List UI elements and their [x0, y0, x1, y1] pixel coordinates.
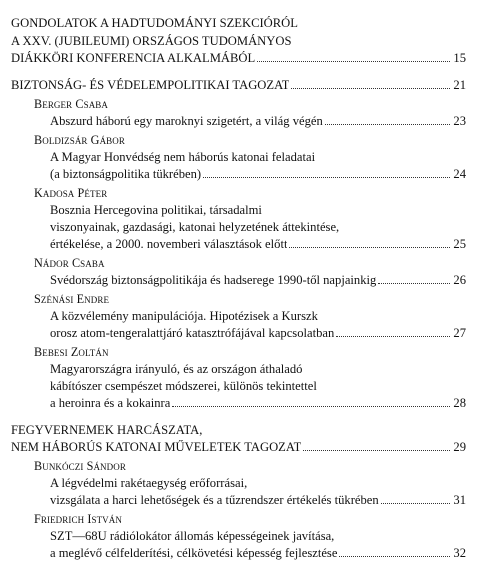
toc-text: Svédország biztonságpolitikája és hadserege 1990-től napjainkig	[50, 273, 377, 287]
toc-text: értékelése, a 2000. novemberi választások előtt	[50, 237, 288, 251]
page-number: 25	[453, 237, 466, 251]
page-number: 27	[453, 326, 466, 340]
toc-text: Szénási Endre	[34, 292, 110, 306]
toc-text: Friedrich István	[34, 512, 122, 526]
toc-text: Bebesi Zoltán	[34, 345, 109, 359]
toc-text: Magyarországra irányuló, és az országon áthaladó	[50, 362, 303, 376]
toc-text: DIÁKKÖRI KONFERENCIA ALKALMÁBÓL	[11, 51, 256, 65]
page-number: 29	[453, 440, 466, 454]
toc-text: Bunkóczi Sándor	[34, 459, 126, 473]
page-number: 28	[453, 396, 466, 410]
toc-entry-title	[50, 309, 466, 323]
dot-leader	[381, 503, 450, 504]
toc-text: Nádor Csaba	[34, 256, 105, 270]
toc-text: GONDOLATOK A HADTUDOMÁNYI SZEKCIÓRÓL	[11, 16, 298, 30]
toc-entry-title	[50, 546, 466, 560]
toc-text: A Magyar Honvédség nem háborús katonai feladatai	[50, 150, 316, 164]
toc-text: A XXV. (JUBILEUMI) ORSZÁGOS TUDOMÁNYOS	[11, 34, 292, 48]
toc-entry-title	[50, 476, 466, 490]
dot-leader	[378, 283, 450, 284]
dot-leader	[289, 247, 450, 248]
toc-author	[34, 345, 466, 359]
toc-text: Kadosa Péter	[34, 186, 108, 200]
toc-text: A közvélemény manipulációja. Hipotézisek a Kurszk	[50, 309, 318, 323]
toc-entry-title	[50, 379, 466, 393]
toc-entry-title	[50, 362, 466, 376]
toc-text: Abszurd háború egy maroknyi szigetért, a világ végén	[50, 114, 323, 128]
toc-entry-title	[50, 203, 466, 217]
toc-text: a heroinra és a kokainra	[50, 396, 171, 410]
toc-entry-title	[50, 493, 466, 507]
toc-author	[34, 512, 466, 526]
toc-entry-title	[50, 220, 466, 234]
dot-leader	[291, 88, 450, 89]
page-number: 21	[453, 78, 466, 92]
toc-text: Bosznia Hercegovina politikai, társadalmi	[50, 203, 262, 217]
toc-text: A légvédelmi rakétaegység erőforrásai,	[50, 476, 248, 490]
toc-text: orosz atom-tengeralattjáró katasztrófájával kapcsolatban	[50, 326, 335, 340]
toc-author	[34, 256, 466, 270]
toc-text: (a biztonságpolitika tükrében)	[50, 167, 202, 181]
toc-text: vizsgálata a harci lehetőségek és a tűzrendszer értékelés tükrében	[50, 493, 379, 507]
toc-entry-title	[50, 273, 466, 287]
toc-text: a meglévő célfelderítési, célkövetési képesség fejlesztése	[50, 546, 338, 560]
page-number: 31	[453, 493, 466, 507]
toc-text: kábítószer csempészet módszerei, különös tekintettel	[50, 379, 317, 393]
toc-entry-title	[50, 529, 466, 543]
toc-entry-title	[50, 326, 466, 340]
dot-leader	[336, 336, 450, 337]
toc-section-heading	[11, 16, 466, 30]
page-number: 15	[453, 51, 466, 65]
toc-section-heading	[11, 34, 466, 48]
toc-text: NEM HÁBORÚS KATONAI MŰVELETEK TAGOZAT	[11, 440, 302, 454]
page-number: 26	[453, 273, 466, 287]
toc-entry-title	[50, 167, 466, 181]
toc-section-heading	[11, 78, 466, 92]
page-number: 32	[453, 546, 466, 560]
dot-leader	[325, 124, 450, 125]
dot-leader	[203, 177, 450, 178]
toc-section-heading	[11, 423, 466, 437]
toc-author	[34, 186, 466, 200]
toc-author	[34, 97, 466, 111]
dot-leader	[303, 450, 450, 451]
dot-leader	[172, 406, 450, 407]
toc-text: Berger Csaba	[34, 97, 109, 111]
toc-author	[34, 133, 466, 147]
toc-text: FEGYVERNEMEK HARCÁSZATA,	[11, 423, 203, 437]
toc-entry-title	[50, 150, 466, 164]
toc-text: Boldizsár Gábor	[34, 133, 125, 147]
toc-section-heading	[11, 51, 466, 65]
toc-text: SZT—68U rádiólokátor állomás képességeinek javítása,	[50, 529, 335, 543]
toc-entry-title	[50, 396, 466, 410]
toc-text: viszonyainak, gazdasági, katonai helyzetének áttekintése,	[50, 220, 340, 234]
dot-leader	[257, 61, 450, 62]
dot-leader	[339, 556, 450, 557]
toc-text: BIZTONSÁG- ÉS VÉDELEMPOLITIKAI TAGOZAT	[11, 78, 290, 92]
toc-author	[34, 292, 466, 306]
toc-entry-title	[50, 114, 466, 128]
toc-author	[34, 459, 466, 473]
page-number: 24	[453, 167, 466, 181]
toc-entry-title	[50, 237, 466, 251]
toc-section-heading	[11, 440, 466, 454]
page-number: 23	[453, 114, 466, 128]
